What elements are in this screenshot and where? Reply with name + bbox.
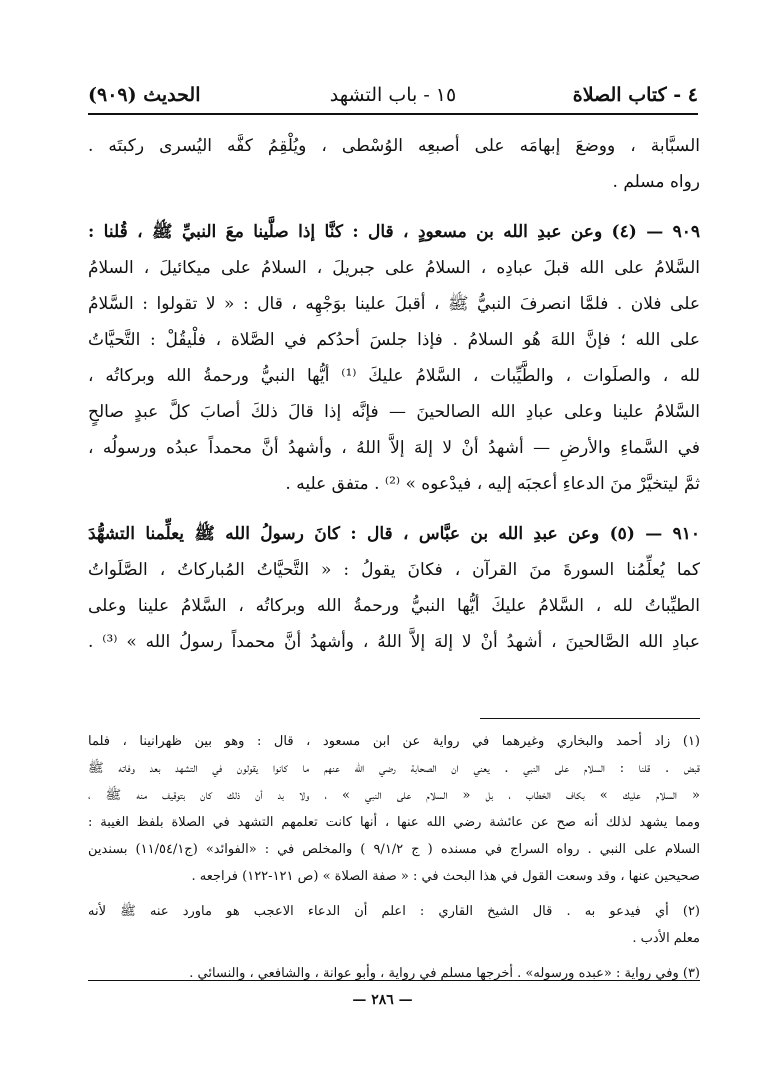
- page-number: — ٢٨٦ —: [352, 992, 413, 1008]
- footnote-separator: [480, 718, 700, 719]
- text-line: السَّلامُ علينا وعلى عبادِ الله الصالحينَ — فإنَّه إذا قالَ ذلكَ أصابَ كلَّ عبدٍ صالحٍ: [88, 402, 700, 422]
- footnote-line: قبض . قلنا : السلام على النبي . يعني ان الصحابة رضي الله عنهم ما كانوا يقولون في التشهد بعد وفاته ﷺ: [88, 761, 700, 776]
- running-header: [88, 82, 698, 118]
- text-line: في السَّماءِ والأرضِ — أشهدُ أنْ لا إلهَ إلاَّ اللهُ ، وأشهدُ أنَّ محمداً عبدُه ورسولُه ،: [88, 438, 700, 458]
- text-line: عبادِ الله الصَّالحينَ ، أشهدُ أنْ لا إلهَ إلاَّ اللهُ ، وأشهدُ أنَّ محمداً رسولُ الله » ⁽³⁾ .: [88, 632, 700, 652]
- bottom-rule: [88, 980, 700, 981]
- text-line: ثمَّ ليتخيَّرْ منَ الدعاءِ أعجبَه إليه ، فيدْعوه » ⁽²⁾ . متفق عليه .: [285, 474, 700, 494]
- text-line: السَّلامُ على الله قبلَ عبادِه ، السلامُ على جبريلَ ، السلامُ على ميكائيلَ ، السلامُ: [88, 258, 700, 278]
- footnote-line: (٢) أي فيدعو به . قال الشيخ القاري : اعلم أن الدعاء الاعجب هو ماورد عنه ﷺ لأنه: [88, 904, 700, 919]
- footnotes: [88, 728, 700, 987]
- text-line: الطيِّباتُ لله ، السَّلامُ عليكَ أيُّها النبيُّ ورحمةُ الله وبركاتُه ، السَّلامُ علينا وعلى: [88, 596, 700, 616]
- text-line: على فلان . فلمَّا انصرفَ النبيُّ ﷺ ، أقبلَ علينا بوَجْهِه ، قال : « لا تقولوا : السَّلامُ: [88, 294, 700, 314]
- footnote-line: « السلام عليك » بكاف الخطاب ، بل « السلام على النبي » ، ولا بد أن ذلك كان بتوقيف منه ﷺ ،: [88, 788, 700, 803]
- text-line: على الله ؛ فإنَّ اللهَ هُو السلامُ . فإذا جلسَ أحدُكم في الصَّلاة ، فلْيقُلْ : التَّحيَّاتُ: [88, 330, 700, 350]
- hadith-910-heading-line: ٩١٠ — (٥) وعن عبدِ الله بن عبَّاس ، قال : كانَ رسولُ الله ﷺ يعلِّمنا التشهُّدَ: [88, 524, 700, 544]
- footnote-line: (١) زاد أحمد والبخاري وغيرهما في رواية عن ابن مسعود ، قال : وهو بين ظهرانينا ، فلما: [88, 734, 700, 749]
- header-rule: [88, 113, 698, 115]
- footnote-line: صحيحين عنها ، وقد وسعت القول في هذا البحث في : « صفة الصلاة » (ص ١٢١-١٢٢) فراجعه .: [191, 869, 700, 884]
- book-title: ٤ - كتاب الصلاة: [572, 84, 698, 106]
- footnote-line: معلم الأدب .: [632, 931, 700, 946]
- text-line: السبَّابة ، ووضعَ إبهامَه على أصبعِه الوُسْطى ، ويُلْقِمُ كفَّه اليُسرى ركبتَه .: [88, 136, 700, 156]
- text-line: كما يُعلِّمُنا السورةَ منَ القرآن ، فكانَ يقولُ : « التَّحيَّاتُ المُباركاتُ ، الصَّلَواتُ: [88, 560, 700, 580]
- hadith-range: الحديث (٩٠٩): [88, 84, 201, 106]
- chapter-title: ١٥ - باب التشهد: [329, 84, 457, 106]
- hadith-909-heading-line: ٩٠٩ — (٤) وعن عبدِ الله بن مسعودٍ ، قال : كنَّا إذا صلَّينا معَ النبيِّ ﷺ ، قُلنا :: [88, 222, 700, 242]
- text-line: لله ، والصلَوات ، والطَّيِّبات ، السَّلامُ عليكَ ⁽¹⁾ أيُّها النبيُّ ورحمةُ الله وبركاتُه ،: [88, 366, 700, 386]
- footnote-line: ومما يشهد لذلك أنه صح عن عائشة رضي الله عنها ، أنها كانت تعلمهم التشهد في الصلاة بلفظ الغيبة :: [88, 815, 700, 830]
- text-line: رواه مسلم .: [612, 172, 700, 192]
- footnote-line: السلام على النبي . رواه السراج في مسنده ( ج ٩/١/٢ ) والمخلص في : «الفوائد» (ج١١/٥٤/١) بسندين: [88, 842, 700, 857]
- footnote-line: (٣) وفي رواية : «عبده ورسوله» . أخرجها مسلم في رواية ، وأبو عوانة ، والشافعي ، والنسائي .: [189, 966, 700, 981]
- main-text: [88, 128, 700, 660]
